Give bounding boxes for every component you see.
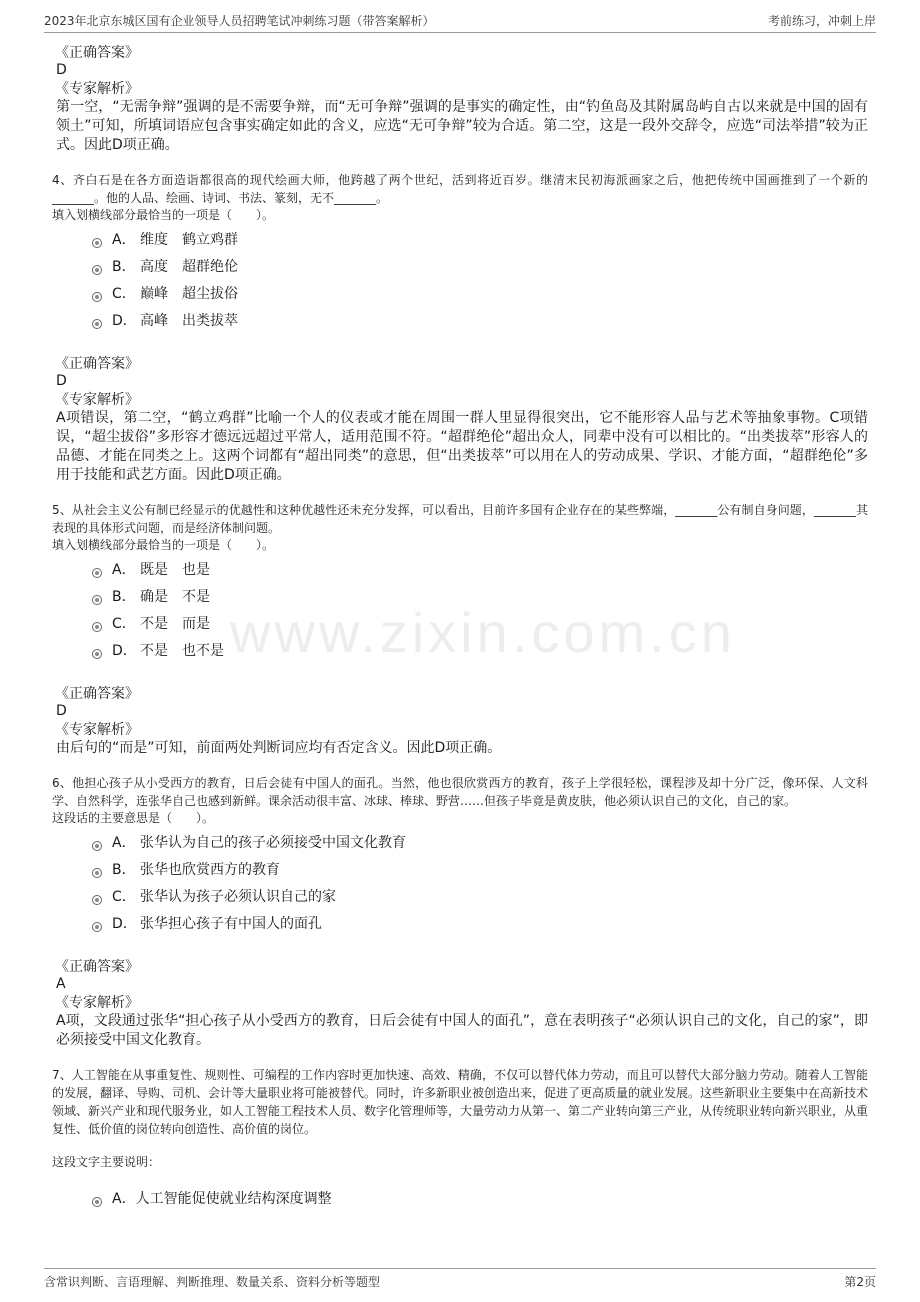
option-text-2: 鹤立鸡群 xyxy=(182,232,238,248)
watermark: www.zixin.com.cn xyxy=(230,601,736,664)
option-list xyxy=(92,1186,868,1213)
option-text-2: 超群绝伦 xyxy=(182,259,238,275)
question-3-tail xyxy=(52,44,868,155)
answer-value: D xyxy=(56,373,67,389)
option-letter: B． xyxy=(112,862,136,878)
radio-icon[interactable] xyxy=(92,622,102,632)
option-text-2: 也是 xyxy=(182,562,210,578)
radio-icon[interactable] xyxy=(92,1197,102,1207)
option-letter: C． xyxy=(112,889,136,905)
analysis-text: 由后句的“而是”可知，前面两处判断词应均有否定含义。因此D项正确。 xyxy=(56,740,502,756)
document-body xyxy=(52,44,868,1229)
option-letter: B． xyxy=(112,259,136,275)
option-d[interactable] xyxy=(92,911,868,938)
option-letter: A． xyxy=(112,232,136,248)
option-b[interactable] xyxy=(92,254,868,281)
option-letter: D． xyxy=(112,916,137,932)
option-text: 确是 xyxy=(140,589,168,605)
option-a[interactable] xyxy=(92,830,868,857)
option-text: 高峰 xyxy=(140,313,168,329)
option-b[interactable] xyxy=(92,584,868,611)
option-letter: D． xyxy=(112,313,137,329)
option-text: 不是 xyxy=(140,643,168,659)
answer-value: D xyxy=(56,62,67,78)
option-text: 张华担心孩子有中国人的面孔 xyxy=(140,916,322,932)
question-stem: 7、人工智能在从事重复性、规则性、可编程的工作内容时更加快速、高效、精确，不仅可以替代体力劳动，而且可以替代大部分脑力劳动。随着人工智能的发展，翻译、导购、司机、会计等大量职业将可能被替代。同时，许多新职业被创造出来，促进了更高质量的就业发展。这些新职业主要集中在高新技术领域、新兴产业和现代服务业，如人工智能工程技术人员、数字化管理师等，大量劳动力从第一、第二产业转向第三产业，从传统职业转向新兴职业，从重复性、低价值的岗位转向创造性、高价值的岗位。 xyxy=(52,1068,869,1136)
question-4 xyxy=(52,171,868,485)
option-letter: B． xyxy=(112,589,136,605)
analysis-text: A项错误，第二空，“鹤立鸡群”比喻一个人的仪表或才能在周围一群人里显得很突出，它不能形容人品与艺术等抽象事物。C项错误，“超尘拔俗”多形容才德远远超过平常人，适用范围不符。“超群绝伦”超出众人，同辈中没有可以相比的。“出类拔萃”形容人的品德、才能在同类之上。这两个词都有“超出同类”的意思，但“出类拔萃”可以用在人的劳动成果、学识、才能方面，“超群绝伦”多用于技能和武艺方面。因此D项正确。 xyxy=(56,410,868,483)
radio-icon[interactable] xyxy=(92,292,102,302)
analysis-text: A项，文段通过张华“担心孩子从小受西方的教育，日后会徒有中国人的面孔”，意在表明孩子“必须认识自己的文化，自己的家”，即必须接受中国文化教育。 xyxy=(56,1013,868,1048)
radio-icon[interactable] xyxy=(92,841,102,851)
answer-label: 《正确答案》 xyxy=(55,959,139,975)
answer-label: 《正确答案》 xyxy=(55,356,139,372)
option-letter: D． xyxy=(112,643,137,659)
option-letter: C． xyxy=(112,286,136,302)
radio-icon[interactable] xyxy=(92,265,102,275)
option-text-2: 出类拔萃 xyxy=(182,313,238,329)
option-c[interactable] xyxy=(92,611,868,638)
header-slogan: 考前练习，冲刺上岸 xyxy=(767,14,876,28)
analysis-text: 第一空，“无需争辩”强调的是不需要争辩，而“无可争辩”强调的是事实的确定性，由“钓鱼岛及其附属岛屿自古以来就是中国的固有领土”可知，所填词语应包含事实确定如此的含义，应选“无可争辩”较为合适。第二空，这是一段外交辞令，应选“司法举措”较为正式。因此D项正确。 xyxy=(56,99,868,153)
option-text: 人工智能促使就业结构深度调整 xyxy=(135,1191,332,1207)
analysis-label: 《专家解析》 xyxy=(55,995,139,1011)
option-text: 不是 xyxy=(140,616,168,632)
option-text: 巅峰 xyxy=(140,286,168,302)
page-header xyxy=(44,10,876,33)
option-list xyxy=(92,830,868,938)
option-letter: A． xyxy=(112,835,136,851)
question-prompt: 这段话的主要意思是（ ）。 xyxy=(52,811,215,825)
question-5 xyxy=(52,501,868,758)
question-6 xyxy=(52,774,868,1050)
question-7 xyxy=(52,1066,868,1213)
radio-icon[interactable] xyxy=(92,868,102,878)
footer-topics: 含常识判断、言语理解、判断推理、数量关系、资料分析等题型 xyxy=(44,1275,381,1289)
option-a[interactable] xyxy=(92,1186,868,1213)
option-letter: A． xyxy=(112,562,136,578)
answer-label: 《正确答案》 xyxy=(55,686,139,702)
question-prompt: 这段文字主要说明： xyxy=(52,1155,161,1169)
option-text: 既是 xyxy=(140,562,168,578)
option-text-2: 也不是 xyxy=(182,643,224,659)
option-list xyxy=(92,227,868,335)
document-title: 2023年北京东城区国有企业领导人员招聘笔试冲刺练习题（带答案解析） xyxy=(44,14,435,28)
radio-icon[interactable] xyxy=(92,319,102,329)
analysis-label: 《专家解析》 xyxy=(55,722,139,738)
question-stem: 5、从社会主义公有制已经显示的优越性和这种优越性还未充分发挥，可以看出，目前许多国有企业存在的某些弊端，_______公有制自身问题，_______其表现的具体形式问题，而是经济体制问题。 xyxy=(52,503,868,535)
page-number: 第2页 xyxy=(844,1275,876,1289)
radio-icon[interactable] xyxy=(92,922,102,932)
answer-value: D xyxy=(56,703,67,719)
radio-icon[interactable] xyxy=(92,649,102,659)
option-text: 张华认为孩子必须认识自己的家 xyxy=(140,889,336,905)
page-footer xyxy=(44,1268,876,1293)
option-text-2: 不是 xyxy=(182,589,210,605)
radio-icon[interactable] xyxy=(92,595,102,605)
option-b[interactable] xyxy=(92,857,868,884)
option-text: 张华也欣赏西方的教育 xyxy=(140,862,280,878)
radio-icon[interactable] xyxy=(92,895,102,905)
question-stem: 6、他担心孩子从小受西方的教育，日后会徒有中国人的面孔。当然，他也很欣赏西方的教育，孩子上学很轻松，课程涉及却十分广泛，像环保、人文科学、自然科学，连张华自己也感到新鲜。课余活动很丰富、冰球、棒球、野营……但孩子毕竟是黄皮肤，他必须认识自己的文化，自己的家。 xyxy=(52,776,868,808)
option-list xyxy=(92,557,868,665)
question-stem: 4、齐白石是在各方面造诣都很高的现代绘画大师，他跨越了两个世纪，活到将近百岁。继清末民初海派画家之后，他把传统中国画推到了一个新的_______。他的人品、绘画、诗词、书法、篆刻，无不_______。 xyxy=(52,173,868,205)
option-c[interactable] xyxy=(92,884,868,911)
radio-icon[interactable] xyxy=(92,238,102,248)
answer-label: 《正确答案》 xyxy=(55,45,139,61)
option-a[interactable] xyxy=(92,557,868,584)
question-prompt: 填入划横线部分最恰当的一项是（ ）。 xyxy=(52,538,275,552)
option-letter: C． xyxy=(112,616,136,632)
answer-value: A xyxy=(56,976,66,992)
option-d[interactable] xyxy=(92,638,868,665)
option-text: 张华认为自己的孩子必须接受中国文化教育 xyxy=(140,835,406,851)
option-d[interactable] xyxy=(92,308,868,335)
option-c[interactable] xyxy=(92,281,868,308)
option-text: 维度 xyxy=(140,232,168,248)
option-text: 高度 xyxy=(140,259,168,275)
option-letter: A． xyxy=(112,1191,136,1207)
analysis-label: 《专家解析》 xyxy=(55,392,139,408)
analysis-label: 《专家解析》 xyxy=(55,81,139,97)
option-text-2: 超尘拔俗 xyxy=(182,286,238,302)
radio-icon[interactable] xyxy=(92,568,102,578)
option-a[interactable] xyxy=(92,227,868,254)
option-text-2: 而是 xyxy=(182,616,210,632)
question-prompt: 填入划横线部分最恰当的一项是（ ）。 xyxy=(52,208,275,222)
